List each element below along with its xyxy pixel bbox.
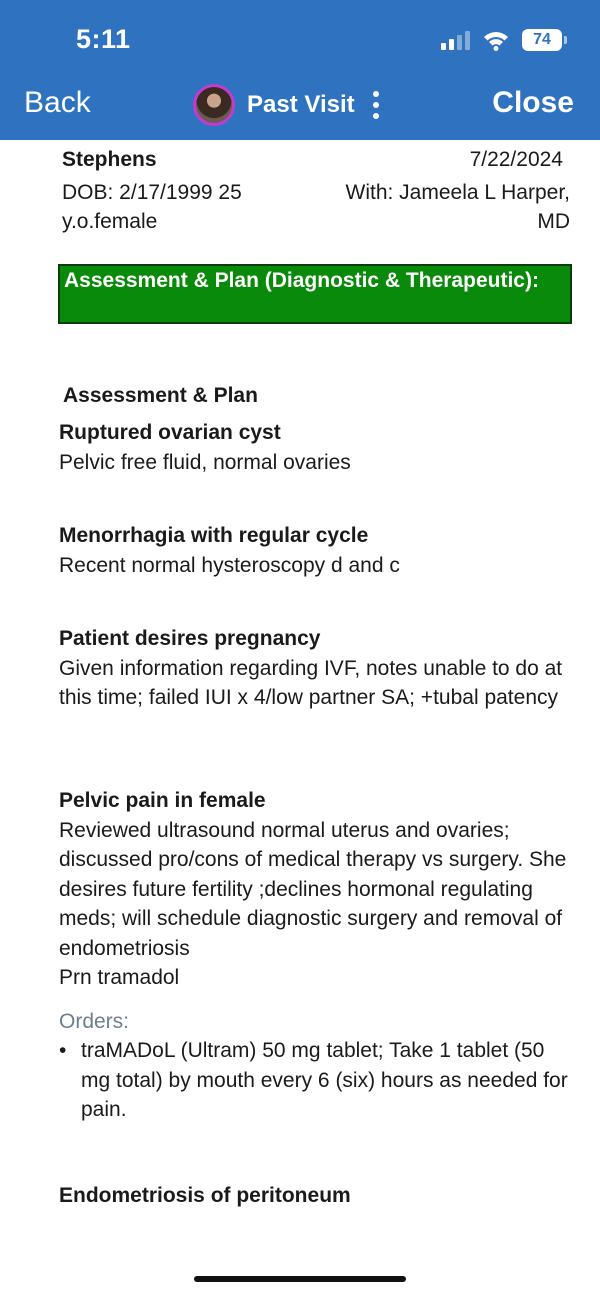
problem-item: [59, 418, 579, 477]
diagnosis-title: Menorrhagia with regular cycle: [59, 524, 369, 547]
patient-dob: DOB: 2/17/1999 25 y.o.female: [62, 181, 242, 233]
order-text: traMADoL (Ultram) 50 mg tablet; Take 1 tablet (50 mg total) by mouth every 6 (six) hours as needed for pain.: [81, 1039, 568, 1121]
orders-label: Orders:: [59, 1009, 130, 1033]
visit-content[interactable]: [0, 140, 600, 1298]
visit-date: 7/22/2024: [469, 148, 563, 171]
close-button[interactable]: Close: [492, 86, 574, 119]
diagnosis-title: Ruptured ovarian cyst: [59, 421, 281, 444]
provider-name: With: Jameela L Harper, MD: [345, 181, 570, 233]
signal-icon: [441, 30, 470, 50]
page-title: Past Visit: [247, 91, 355, 118]
diagnosis-note: Recent normal hysteroscopy d and c: [59, 553, 400, 577]
diagnosis-title: Patient desires pregnancy: [59, 627, 321, 650]
back-button[interactable]: Back: [24, 86, 91, 119]
battery-icon: 74: [522, 29, 562, 51]
status-icons: [441, 26, 562, 54]
diagnosis-note: Pelvic free fluid, normal ovaries: [59, 450, 351, 474]
diagnosis-note: Reviewed ultrasound normal uterus and ovaries; discussed pro/cons of medical therapy vs surgery. She desires future fertility ;declines hormonal regulating meds; will schedule diagnostic surgery and removal of endometriosis: [59, 818, 567, 960]
top-bar: [0, 0, 600, 140]
kebab-menu-icon[interactable]: [373, 91, 379, 119]
home-indicator: [194, 1276, 406, 1282]
section-banner: Assessment & Plan (Diagnostic & Therapeutic):: [58, 264, 572, 324]
status-time: 5:11: [76, 24, 131, 54]
diagnosis-note: Given information regarding IVF, notes unable to do at this time; failed IUI x 4/low partner SA; +tubal patency: [59, 656, 563, 709]
visit-menu[interactable]: [193, 84, 379, 126]
problem-item: [59, 521, 579, 580]
diagnosis-title: Endometriosis of peritoneum: [59, 1184, 351, 1207]
diagnosis-note-prn: Prn tramadol: [59, 966, 180, 989]
avatar: [193, 84, 235, 126]
diagnosis-title: Pelvic pain in female: [59, 789, 266, 812]
problem-item: [59, 786, 579, 1125]
bullet-icon: •: [59, 1039, 67, 1062]
patient-name: Stephens: [62, 148, 157, 171]
order-item: [59, 1036, 579, 1125]
problem-item: [59, 624, 579, 713]
problem-item: [59, 1181, 579, 1211]
assessment-title: Assessment & Plan: [63, 384, 258, 407]
wifi-icon: [482, 29, 510, 51]
